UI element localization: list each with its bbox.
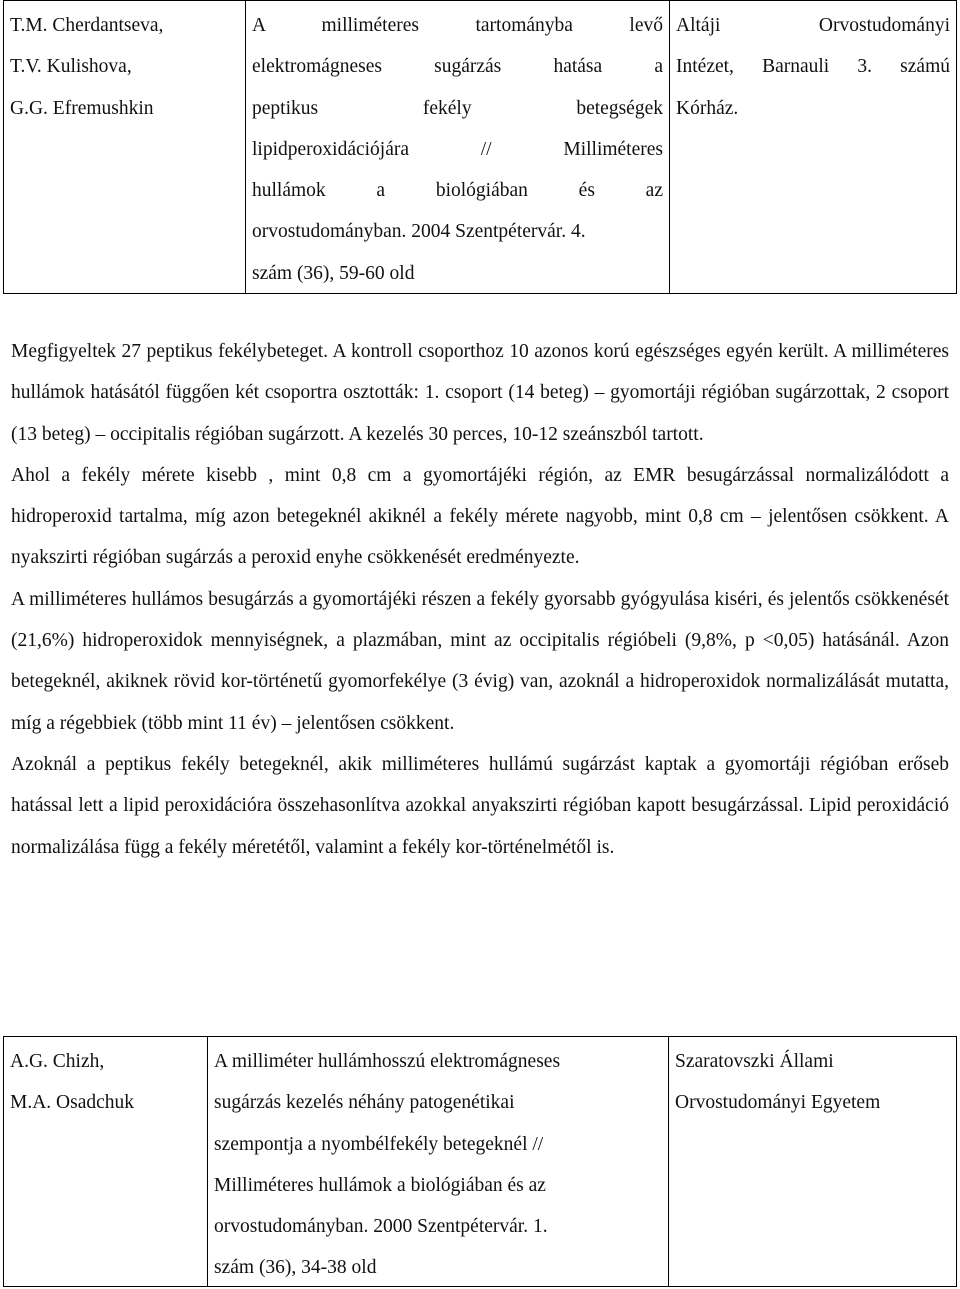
abstract-paragraph: Azoknál a peptikus fekély betegeknél, akik milliméteres hullámú sugárzást kaptak a gyomortáji régióban erőseb hatással lett a lipid peroxidációra összehasonlítva azokkal anyakszirti régióban kapott besugárzással. Lipid peroxidáció normalizálása függ a fekély méretétől, valamint a fekély kor-történelmétől is. bbox=[11, 753, 949, 858]
citation-line: A milliméteres tartományba levő bbox=[252, 15, 663, 36]
author-name: M.A. Osadchuk bbox=[10, 1092, 135, 1114]
institution-line: Altáji Orvostudományi bbox=[676, 15, 950, 36]
citation-line: sugárzás kezelés néhány patogenétikai bbox=[214, 1092, 515, 1114]
institution-line: Intézet, Barnauli 3. számú bbox=[676, 56, 950, 78]
abstract-paragraph: A milliméteres hullámos besugárzás a gyomortájéki részen a fekély gyorsabb gyógyulása kiséri, és jelentős csökkenését (21,6%) hidroperoxidok mennyiségnek, a plazmában, mint az occipitalis régióbeli (9,8%, p <0,05) hatásánál. Azon betegeknél, akiknek rövid kor-történetű gyomorfekélye (3 évig) van, azoknál a hidroperoxidok normalizálását mutatta, míg a régebbiek (több mint 11 év) – jelentősen csökkent. bbox=[11, 588, 949, 734]
citation-line: elektromágneses sugárzás hatása a bbox=[252, 56, 663, 78]
author-name: G.G. Efremushkin bbox=[10, 97, 154, 119]
authors-cell bbox=[4, 1037, 207, 1286]
citation-line: orvostudományban. 2000 Szentpétervár. 1. bbox=[214, 1216, 548, 1238]
citation-cell bbox=[207, 1037, 668, 1286]
institution-line: Kórház. bbox=[676, 97, 739, 119]
citation-line: peptikus fekély betegségek bbox=[252, 97, 663, 119]
authors-cell bbox=[4, 1, 245, 293]
reference-table-1 bbox=[3, 0, 957, 294]
citation-line: orvostudományban. 2004 Szentpétervár. 4. bbox=[252, 221, 586, 243]
abstract-paragraph: Ahol a fekély mérete kisebb , mint 0,8 cm a gyomortájéki régión, az EMR besugárzással normalizálódott a hidroperoxid tartalma, míg azon betegeknél akiknél a fekély mérete nagyobb, mint 0,8 cm – jelentősen csökkent. A nyakszirti régióban sugárzás a peroxid enyhe csökkenését eredményezte. bbox=[11, 464, 949, 569]
institution-cell bbox=[668, 1037, 956, 1286]
institution-cell bbox=[669, 1, 956, 293]
abstract-text bbox=[11, 331, 949, 868]
author-name: T.M. Cherdantseva, bbox=[10, 15, 164, 36]
institution-line: Orvostudományi Egyetem bbox=[675, 1092, 881, 1114]
citation-line: lipidperoxidációjára // Milliméteres bbox=[252, 138, 663, 160]
author-name: A.G. Chizh, bbox=[10, 1051, 105, 1072]
citation-line: hullámok a biológiában és az bbox=[252, 180, 663, 202]
citation-line: szempontja a nyombélfekély betegeknél // bbox=[214, 1133, 544, 1155]
citation-cell bbox=[245, 1, 669, 293]
reference-table-2 bbox=[3, 1036, 957, 1287]
citation-line: Milliméteres hullámok a biológiában és az bbox=[214, 1174, 546, 1196]
abstract-paragraph: Megfigyeltek 27 peptikus fekélybeteget. A kontroll csoporthoz 10 azonos korú egészséges egyén került. A milliméteres hullámok hatásától függően két csoportra osztották: 1. csoport (14 beteg) – gyomortáji régióban sugárzottak, 2 csoport (13 beteg) – occipitalis régióban sugárzott. A kezelés 30 perces, 10-12 szeánszból tartott. bbox=[11, 341, 949, 445]
citation-line: A milliméter hullámhosszú elektromágneses bbox=[214, 1051, 561, 1072]
citation-line: szám (36), 59-60 old bbox=[252, 262, 415, 284]
institution-line: Szaratovszki Állami bbox=[675, 1051, 834, 1072]
author-name: T.V. Kulishova, bbox=[10, 56, 132, 78]
citation-line: szám (36), 34-38 old bbox=[214, 1257, 377, 1279]
